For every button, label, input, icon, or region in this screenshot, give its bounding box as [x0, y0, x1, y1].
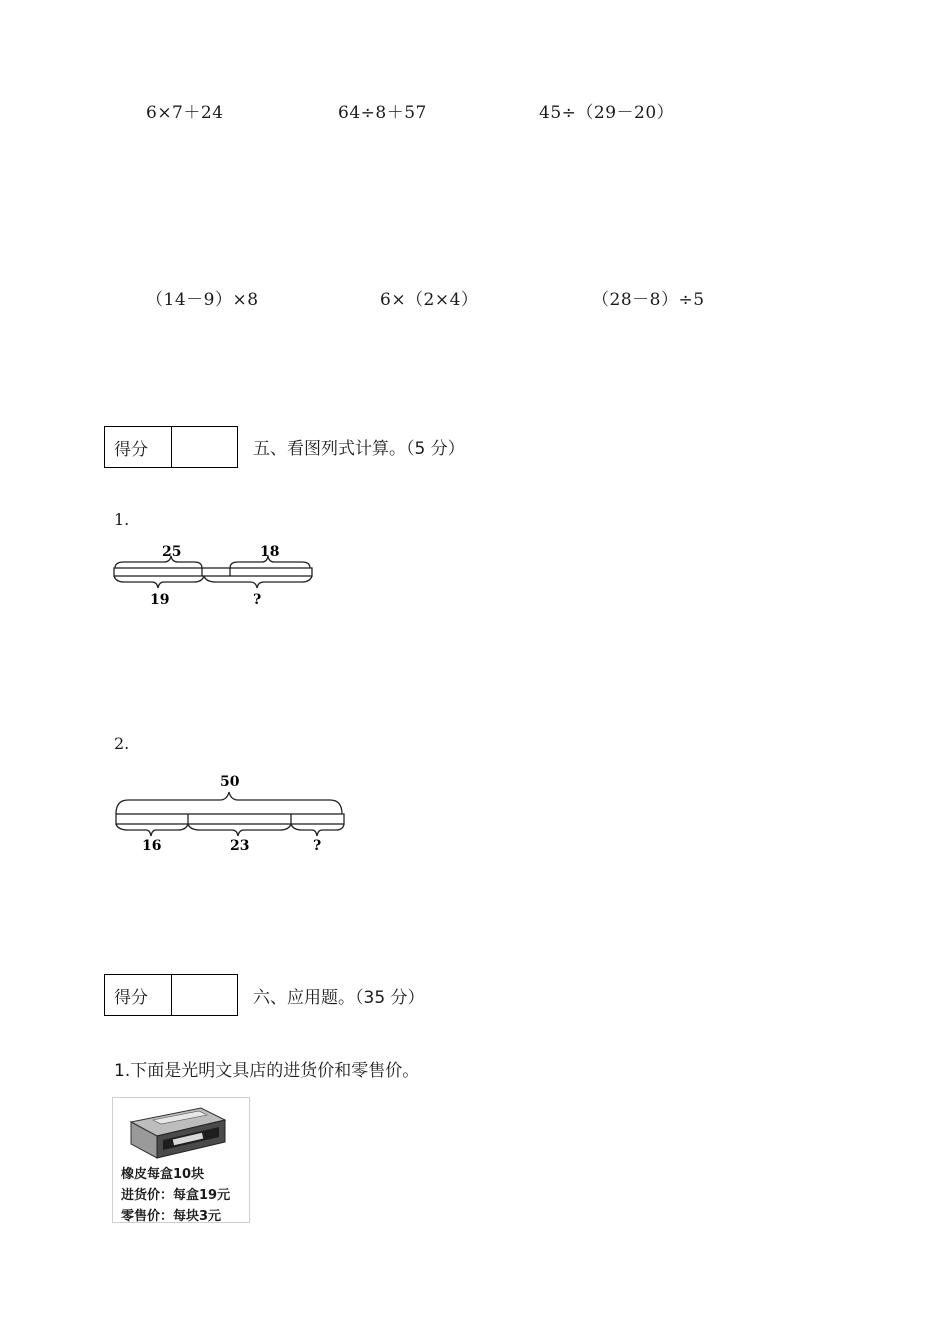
retail-price-line: 零售价：每块3元: [121, 1209, 222, 1223]
bottom-label-19: 19: [150, 592, 170, 608]
bottom-label-16: 16: [142, 838, 162, 854]
section-5-title: 五、看图列式计算。（5 分）: [253, 439, 465, 459]
expression-64-div-8-plus-57: 64÷8＋57: [338, 103, 427, 123]
bottom-brace-16: [116, 824, 188, 836]
top-brace-50: [116, 792, 342, 814]
expression-28-minus-8-div-5: （28－8）÷5: [592, 290, 705, 310]
problem-1-text: 1.下面是光明文具店的进货价和零售价。: [114, 1061, 420, 1081]
main-segment: [114, 568, 312, 576]
eraser-price-image: [112, 1097, 250, 1223]
bottom-brace-unknown: [204, 576, 312, 588]
purchase-price-line: 进货价：每盒19元: [121, 1188, 231, 1203]
question-2-number: 2.: [114, 734, 130, 753]
bottom-label-unknown: ?: [253, 592, 262, 608]
bottom-label-unknown: ?: [313, 838, 322, 854]
bottom-label-23: 23: [230, 838, 250, 854]
section-6-title: 六、应用题。（35 分）: [253, 988, 425, 1008]
top-brace-25: [115, 556, 202, 568]
bottom-brace-unknown: [291, 824, 344, 836]
score-box-section-5: [104, 426, 238, 468]
eraser-box-illustration: [113, 1098, 250, 1164]
bottom-brace-19: [114, 576, 204, 588]
question-1-number: 1.: [114, 510, 130, 529]
score-label: 得分: [105, 975, 172, 1015]
top-label-50: 50: [220, 774, 240, 790]
expression-6x7-plus-24: 6×7＋24: [146, 103, 224, 123]
line-segment-diagram-2: [110, 770, 350, 856]
score-input-area[interactable]: [172, 427, 237, 467]
line-segment-diagram-1: [110, 540, 320, 612]
eraser-price-text: [121, 1164, 230, 1223]
expression-6-times-2x4: 6×（2×4）: [380, 290, 479, 310]
score-label: 得分: [105, 427, 172, 467]
top-label-18: 18: [260, 544, 280, 560]
expression-45-div-29-minus-20: 45÷（29－20）: [539, 103, 675, 123]
bottom-brace-23: [188, 824, 291, 836]
expression-14-minus-9-times-8: （14－9）×8: [146, 290, 259, 310]
main-segment: [116, 814, 344, 824]
score-input-area[interactable]: [172, 975, 237, 1015]
score-box-section-6: [104, 974, 238, 1016]
top-label-25: 25: [162, 544, 182, 560]
eraser-count-line: 橡皮每盒10块: [121, 1167, 205, 1182]
